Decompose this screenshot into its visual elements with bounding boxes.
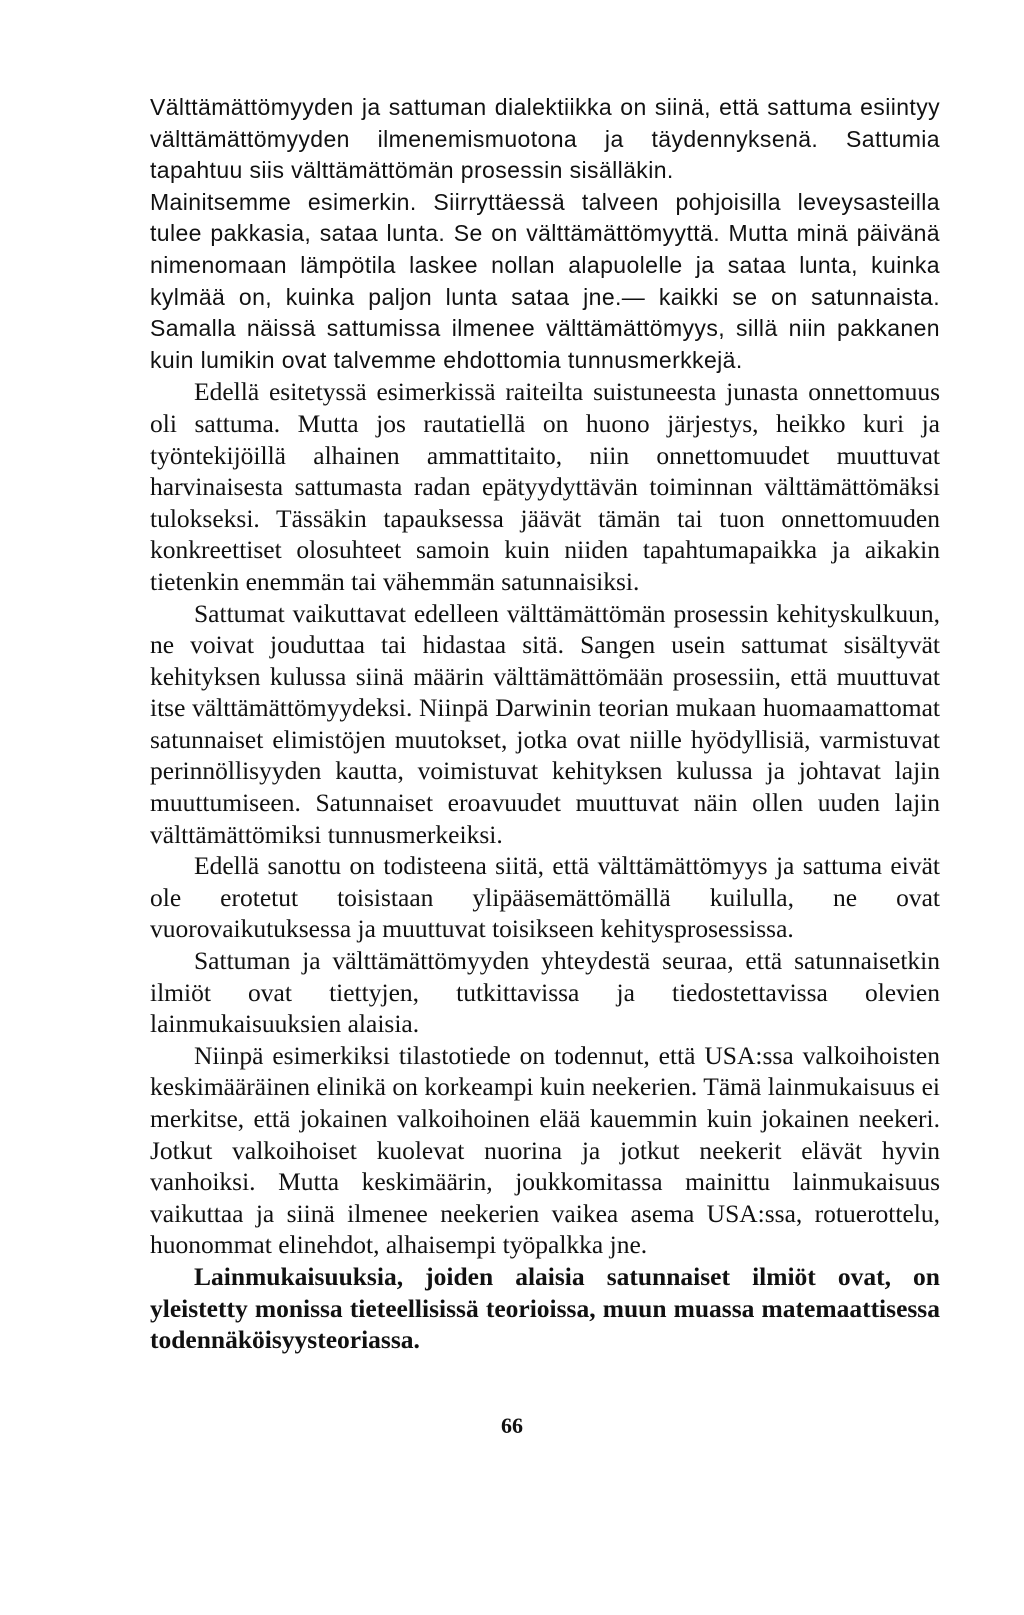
paragraph-2: Mainitsemme esimerkin. Siirryttäessä talveen pohjoisilla leveysasteilla tulee pakkasia, sataa lunta. Se on välttämättömyyttä. Mutta minä päivänä nimenomaan lämpötila laskee nollan alapuolelle ja sataa lunta, kuinka kylmää on, kuinka paljon lunta sataa jne.— kaikki se on satunnaista. Samalla näissä sattumissa ilmenee välttämättömyys, sillä niin pakkanen kuin lumikin ovat talvemme ehdottomia tunnusmerkkejä.	[150, 188, 940, 373]
page-number: 66	[501, 1413, 523, 1438]
paragraph-3: Edellä esitetyssä esimerkissä raiteilta suistuneesta junasta onnettomuus oli sattuma. Mutta jos rautatiellä on huono järjestys, heikko kuri ja työntekijöillä alhainen ammattitaito, niin onnettomuudet muuttuvat harvinaisesta sattumasta radan epätyydyttävän toiminnan välttämättömäksi tulokseksi. Tässäkin tapauksessa jäävät tämän tai tuon onnettomuuden konkreettiset olosuhteet samoin kuin niiden tapahtumapaikka ja aikakin tietenkin enemmän tai vähemmän satunnaisiksi.	[150, 377, 940, 596]
paragraph-7: Niinpä esimerkiksi tilastotiede on todennut, että USA:ssa valkoihoisten keskimääräinen elinikä on korkeampi kuin neekerien. Tämä lainmukaisuus ei merkitse, että jokainen valkoihoinen elää kauemmin kuin jokainen neekeri. Jotkut valkoihoiset kuolevat nuorina ja jotkut neekerit elävät hyvin vanhoiksi. Mutta keskimäärin, joukkomitassa mainittu lainmukaisuus vaikuttaa ja siinä ilmenee neekerien vaikea asema USA:ssa, rotuerottelu, huonommat elinehdot, alhaisempi työpalkka jne.	[150, 1040, 940, 1260]
paragraph-5: Edellä sanottu on todisteena siitä, että välttämättömyys ja sattuma eivät ole erotetut toisistaan ylipääsemättömällä kuilulla, ne ovat vuorovaikutuksessa ja muuttuvat toisikseen kehitysprosessissa.	[150, 851, 940, 944]
paragraph-8: Lainmukaisuuksia, joiden alaisia satunnaiset ilmiöt ovat, on yleistetty monissa tieteellisissä teorioissa, muun muassa matemaattisessa todennäköisyysteoriassa.	[150, 1261, 940, 1355]
paragraph-1: Välttämättömyyden ja sattuman dialektiikka on siinä, että sattuma esiintyy välttämättömyyden ilmenemismuotona ja täydennyksenä. Sattumia tapahtuu siis välttämättömän prosessin sisälläkin.	[150, 94, 940, 184]
paragraph-6: Sattuman ja välttämättömyyden yhteydestä seuraa, että satunnaisetkin ilmiöt ovat tiettyjen, tutkittavissa ja tiedostettavissa olevien lainmukaisuuksien alaisia.	[150, 946, 940, 1039]
document-page	[150, 92, 940, 1356]
paragraph-4: Sattumat vaikuttavat edelleen välttämättömän prosessin kehityskulkuun, ne voivat jouduttaa tai hidastaa sitä. Sangen usein sattumat sisältyvät kehityksen kulussa siinä määrin välttämättömään prosessiin, että muuttuvat itse välttämättömyydeksi. Niinpä Darwinin teorian mukaan huomaamattomat satunnaiset elimistöjen muutokset, jotka ovat niille hyödyllisiä, varmistuvat perinnöllisyyden kautta, voimistuvat kehityksen kulussa ja johtavat lajin muuttumiseen. Satunnaiset eroavuudet muuttuvat näin ollen uuden lajin välttämättömiksi tunnusmerkeiksi.	[150, 598, 940, 849]
